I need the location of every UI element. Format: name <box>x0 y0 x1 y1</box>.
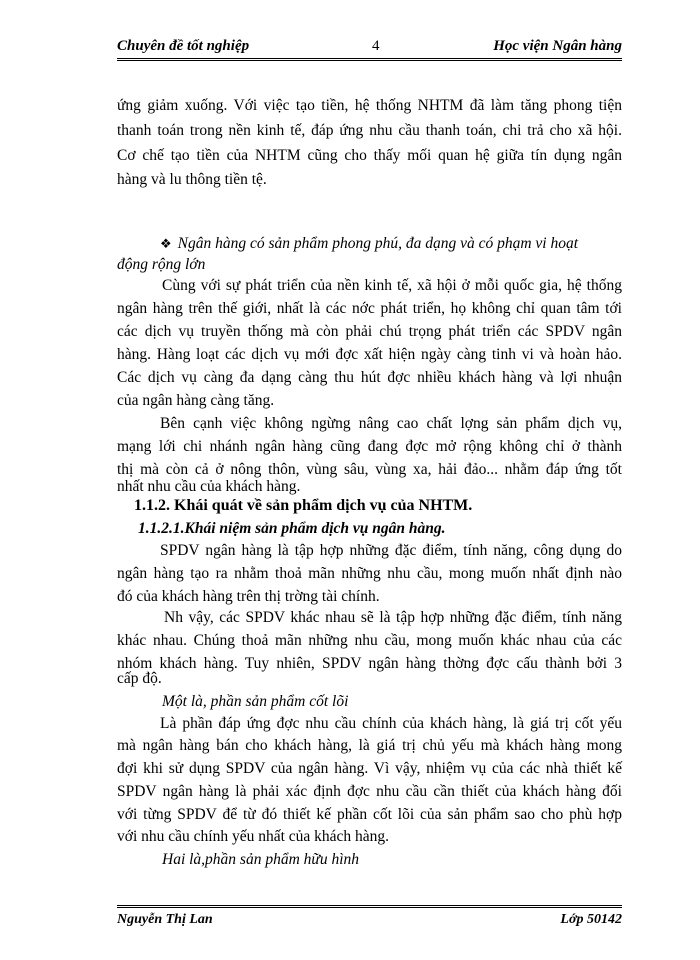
section-heading-line: động rộng lớn <box>117 256 206 273</box>
body-line: hàng và lu thông tiền tệ. <box>117 171 267 188</box>
body-line: Cùng với sự phát triển của nền kinh tế, xã hội ở mỗi quốc gia, hệ thống <box>162 277 622 294</box>
body-line: cấp độ. <box>117 670 162 687</box>
header-title: Chuyên đề tốt nghiệp <box>117 38 250 54</box>
body-line: SPDV ngân hàng là tập hợp những đặc điểm, tính năng, công dụng do <box>160 542 622 559</box>
subsection-heading: 1.1.2.1.Khái niệm sản phẩm dịch vụ ngân hàng. <box>138 520 446 537</box>
body-line: mạng lới chi nhánh ngân hàng cũng đang đợc mở rộng không chỉ ở thành <box>117 438 622 455</box>
body-line: Là phần đáp ứng đợc nhu cầu chính của khách hàng, là giá trị cốt yếu <box>160 715 622 732</box>
body-line: SPDV ngân hàng là phải xác định đợc nhu cầu cần thiết của khách hàng đối <box>117 783 622 800</box>
page-number: 4 <box>372 38 380 54</box>
body-line: Cơ chế tạo tiền của NHTM cũng cho thấy mối quan hệ giữa tín dụng ngân <box>117 147 622 164</box>
body-line: Bên cạnh việc không ngừng nâng cao chất lợng sản phẩm dịch vụ, <box>160 415 622 432</box>
body-line: ngân hàng trên thế giới, nhất là các nớc phát triển, họ không chỉ quan tâm tới <box>117 300 622 317</box>
page-footer <box>117 905 622 928</box>
body-line: khác nhau. Chúng thoả mãn những nhu cầu, mong muốn khác nhau của các <box>117 632 622 649</box>
body-line: mà ngân hàng bán cho khách hàng, là giá trị chủ yếu mà khách hàng mong <box>117 737 622 754</box>
item-heading: Hai là,phần sản phẩm hữu hình <box>162 851 360 868</box>
section-heading: 1.1.2. Khái quát về sản phẩm dịch vụ của NHTM. <box>134 497 473 514</box>
item-heading: Một là, phần sản phẩm cốt lõi <box>162 693 349 710</box>
body-line: hàng. Hàng loạt các dịch vụ mới đợc xất hiện ngày càng tinh vi và hoàn hảo. <box>117 346 622 363</box>
body-line: đợi khi sử dụng SPDV của ngân hàng. Vì vậy, nhiệm vụ của các nhà thiết kế <box>117 760 622 777</box>
footer-author: Nguyễn Thị Lan <box>117 912 213 927</box>
body-line: với nhu cầu chính yếu nhất của khách hàng. <box>117 828 390 845</box>
page-header <box>117 38 622 61</box>
body-line: nhóm khách hàng. Tuy nhiên, SPDV ngân hàng thờng đợc cấu thành bởi 3 <box>117 655 622 672</box>
body-line: nhất nhu cầu của khách hàng. <box>117 478 301 495</box>
body-line: ứng giảm xuống. Với việc tạo tiền, hệ thống NHTM đã làm tăng phong tiện <box>117 97 622 114</box>
header-institution: Học viện Ngân hàng <box>493 38 622 54</box>
body-line: Các dịch vụ càng đa dạng càng thu hút đợc nhiều khách hàng và lợi nhuận <box>117 369 622 386</box>
body-line: các dịch vụ truyền thống mà còn phải chú trọng phát triển các SPDV ngân <box>117 323 622 340</box>
body-line: Nh vậy, các SPDV khác nhau sẽ là tập hợp những đặc điểm, tính năng <box>164 609 622 626</box>
body-line: ngân hàng tạo ra nhằm thoả mãn những nhu cầu, mong muốn nhất định nào <box>117 565 622 582</box>
body-line: thanh toán trong nền kinh tế, đáp ứng nhu cầu thanh toán, chi trả cho xã hội. <box>117 122 622 139</box>
footer-class: Lớp 50142 <box>560 912 622 927</box>
body-line: của ngân hàng càng tăng. <box>117 392 275 409</box>
section-heading-line: ❖ Ngân hàng có sản phẩm phong phú, đa dạng và có phạm vi hoạt <box>160 235 579 252</box>
body-line: thị mà còn cả ở nông thôn, vùng sâu, vùng xa, hải đảo... nhằm đáp ứng tốt <box>117 461 622 478</box>
body-line: đó của khách hàng trên thị trờng tài chính. <box>117 588 380 605</box>
diamond-bullet-icon: ❖ <box>160 236 172 251</box>
body-line: với từng SPDV để từ đó thiết kế phần cốt lõi của sản phẩm sao cho phù hợp <box>117 806 622 823</box>
